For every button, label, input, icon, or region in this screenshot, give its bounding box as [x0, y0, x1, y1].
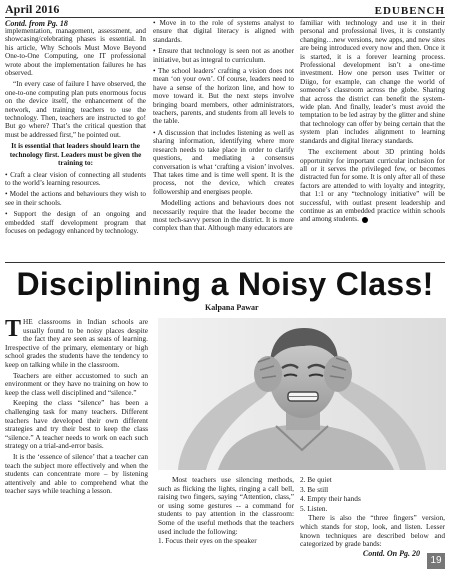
- main-article-column-2: [158, 476, 294, 547]
- top-article-column-1: [5, 27, 146, 238]
- man-covering-ears-icon: [158, 318, 446, 470]
- paragraph: Keeping the class “silence” has been a challenging task for many teachers. Different teachers have developed their own different strategies and try their best to keep the class “silence.” A teacher needs to work on each such strategy on a trial-and-error basis.: [5, 398, 148, 451]
- continued-on-label: Contd. On Pg. 20: [362, 549, 420, 558]
- bullet-item: • Ensure that technology is seen not as another initiative, but as integral to curriculum.: [153, 47, 294, 64]
- publication-name: EDUBENCH: [374, 5, 445, 17]
- article-headline: Disciplining a Noisy Class!: [16, 266, 434, 302]
- paragraph: [300, 148, 445, 224]
- page-header: [5, 3, 445, 17]
- paragraph: Modelling actions and behaviours does not necessarily require that the leader become the most tech-savvy person in the district. It is more complex than that. Although many educators are: [153, 199, 294, 233]
- list-item: 1. Focus their eyes on the speaker: [158, 536, 257, 546]
- paragraph: “In every case of failure I have observed, the one-to-one computing plan puts enormous focus on the device itself, the enhancement of the network, and training teachers to use the technology. Then, teachers are instructed to go! But go where? That’s the critical question that must be addressed first,” he pointed out.: [5, 80, 146, 139]
- main-article-column-3: [300, 476, 445, 550]
- issue-date: April 2016: [5, 2, 60, 16]
- paragraph: Most teachers use silencing methods, such as flicking the lights, ringing a call bell, raising two fingers, saying “Attention, class,” or using some gestures -- a command for students to pay attention in the classroom: Some of the useful methods that the teachers used include the following:: [158, 475, 294, 536]
- section-divider: [5, 262, 445, 263]
- end-of-article-mark: [362, 217, 368, 223]
- paragraph: familiar with technology and use it in their personal and professional lives, it is constantly changing…new versions, new apps, and new sites are being introduced every now and then. Once it is started, it is a forever learning process. Professional development isn’t a one-time investment. How one person uses Twitter or Diigo, for example, can change the world of someone’s classroom across the globe. Sharing that across the district can benefit the system-wide plan. And finally, leader’s must avoid the temptation to be led astray by the glitter and shine that technology can offer by being certain that the system plan includes alignment to learning standards and digital literacy standards.: [300, 19, 445, 145]
- top-article-column-2: [153, 19, 294, 236]
- list-item: 5. Listen.: [300, 503, 328, 513]
- bullet-item: • The school leaders’ crafting a vision does not mean ‘on your own’. Of course, leaders need to have a sense of the horizon line, and how to move toward it. But the next steps involve bringing board members, other administrators, teachers, parents, and students from all levels to the table.: [153, 67, 294, 126]
- author-byline: Kalpana Pawar: [205, 303, 259, 312]
- bullet-item: • Move in to the role of systems analyst to ensure that digital literacy is aligned with standards.: [153, 19, 294, 44]
- page-number: 19: [427, 553, 445, 569]
- paragraph-text: The excitement about 3D printing holds opportunity for important curricular inclusion for all or it serves the privileged few, or becomes distracted fun for some. It is only after all of these factors are attended to with loyalty and integrity, that 1:1 or any “technology initiative” will be successful, with outlast present leadership and continue as an embedded practice within schools and among students.: [300, 148, 445, 224]
- main-article-column-1: [5, 318, 148, 498]
- list-item: 2. Be quiet: [300, 475, 332, 484]
- paragraph: Teachers are either accustomed to such an environment or they have no training on how to keep the class well disciplined and “silence.”: [5, 370, 148, 397]
- bullet-item: • A discussion that includes listening as well as sharing information, identifying where more research needs to take place in order to clarify questions, and mediating a consensus conversation is what ‘crafting a vision’ involves. That takes time and is time well spent. It is the process, not the device, which creates followership and energises people.: [153, 128, 294, 196]
- drop-cap: T: [5, 316, 22, 342]
- header-rule: [5, 17, 445, 18]
- paragraph: implementation, management, assessment, and showcasing/celebrating phases is essential. In his article, Why Schools Must Move Beyond One-to-One Computing, one IT professional wrote about the implementation failures he has observed.: [5, 27, 146, 78]
- bullet-item: • Craft a clear vision of connecting all students to the world’s learning resources.: [5, 170, 146, 187]
- paragraph: It is the ‘essence of silence’ that a teacher can teach the subject more effectively and when the students can concentrate more – by listening attentively and able to comprehend what the teacher says while teaching a lesson.: [5, 451, 148, 496]
- paragraph-text: HE classrooms in Indian schools are usually found to be noisy places despite the fact they are seen as seats of learning. Irrespective of the primary, elementary or high school grades the students have the tendency to keep on talking while in the classroom.: [5, 317, 148, 369]
- subheading: It is essential that leaders should learn the technology first. Leaders must be given the training to:: [9, 142, 142, 168]
- lead-paragraph: [5, 318, 148, 370]
- continued-from-label: Contd. from Pg. 18: [5, 19, 68, 28]
- paragraph: There is also the “three fingers” version, which stands for stop, look, and listen. Lesser known techniques are described below and categorized by grade bands:: [300, 513, 445, 549]
- bullet-item: • Model the actions and behaviours they wish to see in their schools.: [5, 190, 146, 207]
- list-item: 4. Empty their hands: [300, 494, 361, 504]
- list-item: 3. Be still: [300, 484, 329, 494]
- bullet-item: • Support the design of an ongoing and embedded staff development program that focuses on pedagogy enhanced by technology.: [5, 210, 146, 235]
- top-article-column-3: [300, 19, 445, 227]
- article-photo: [158, 318, 446, 470]
